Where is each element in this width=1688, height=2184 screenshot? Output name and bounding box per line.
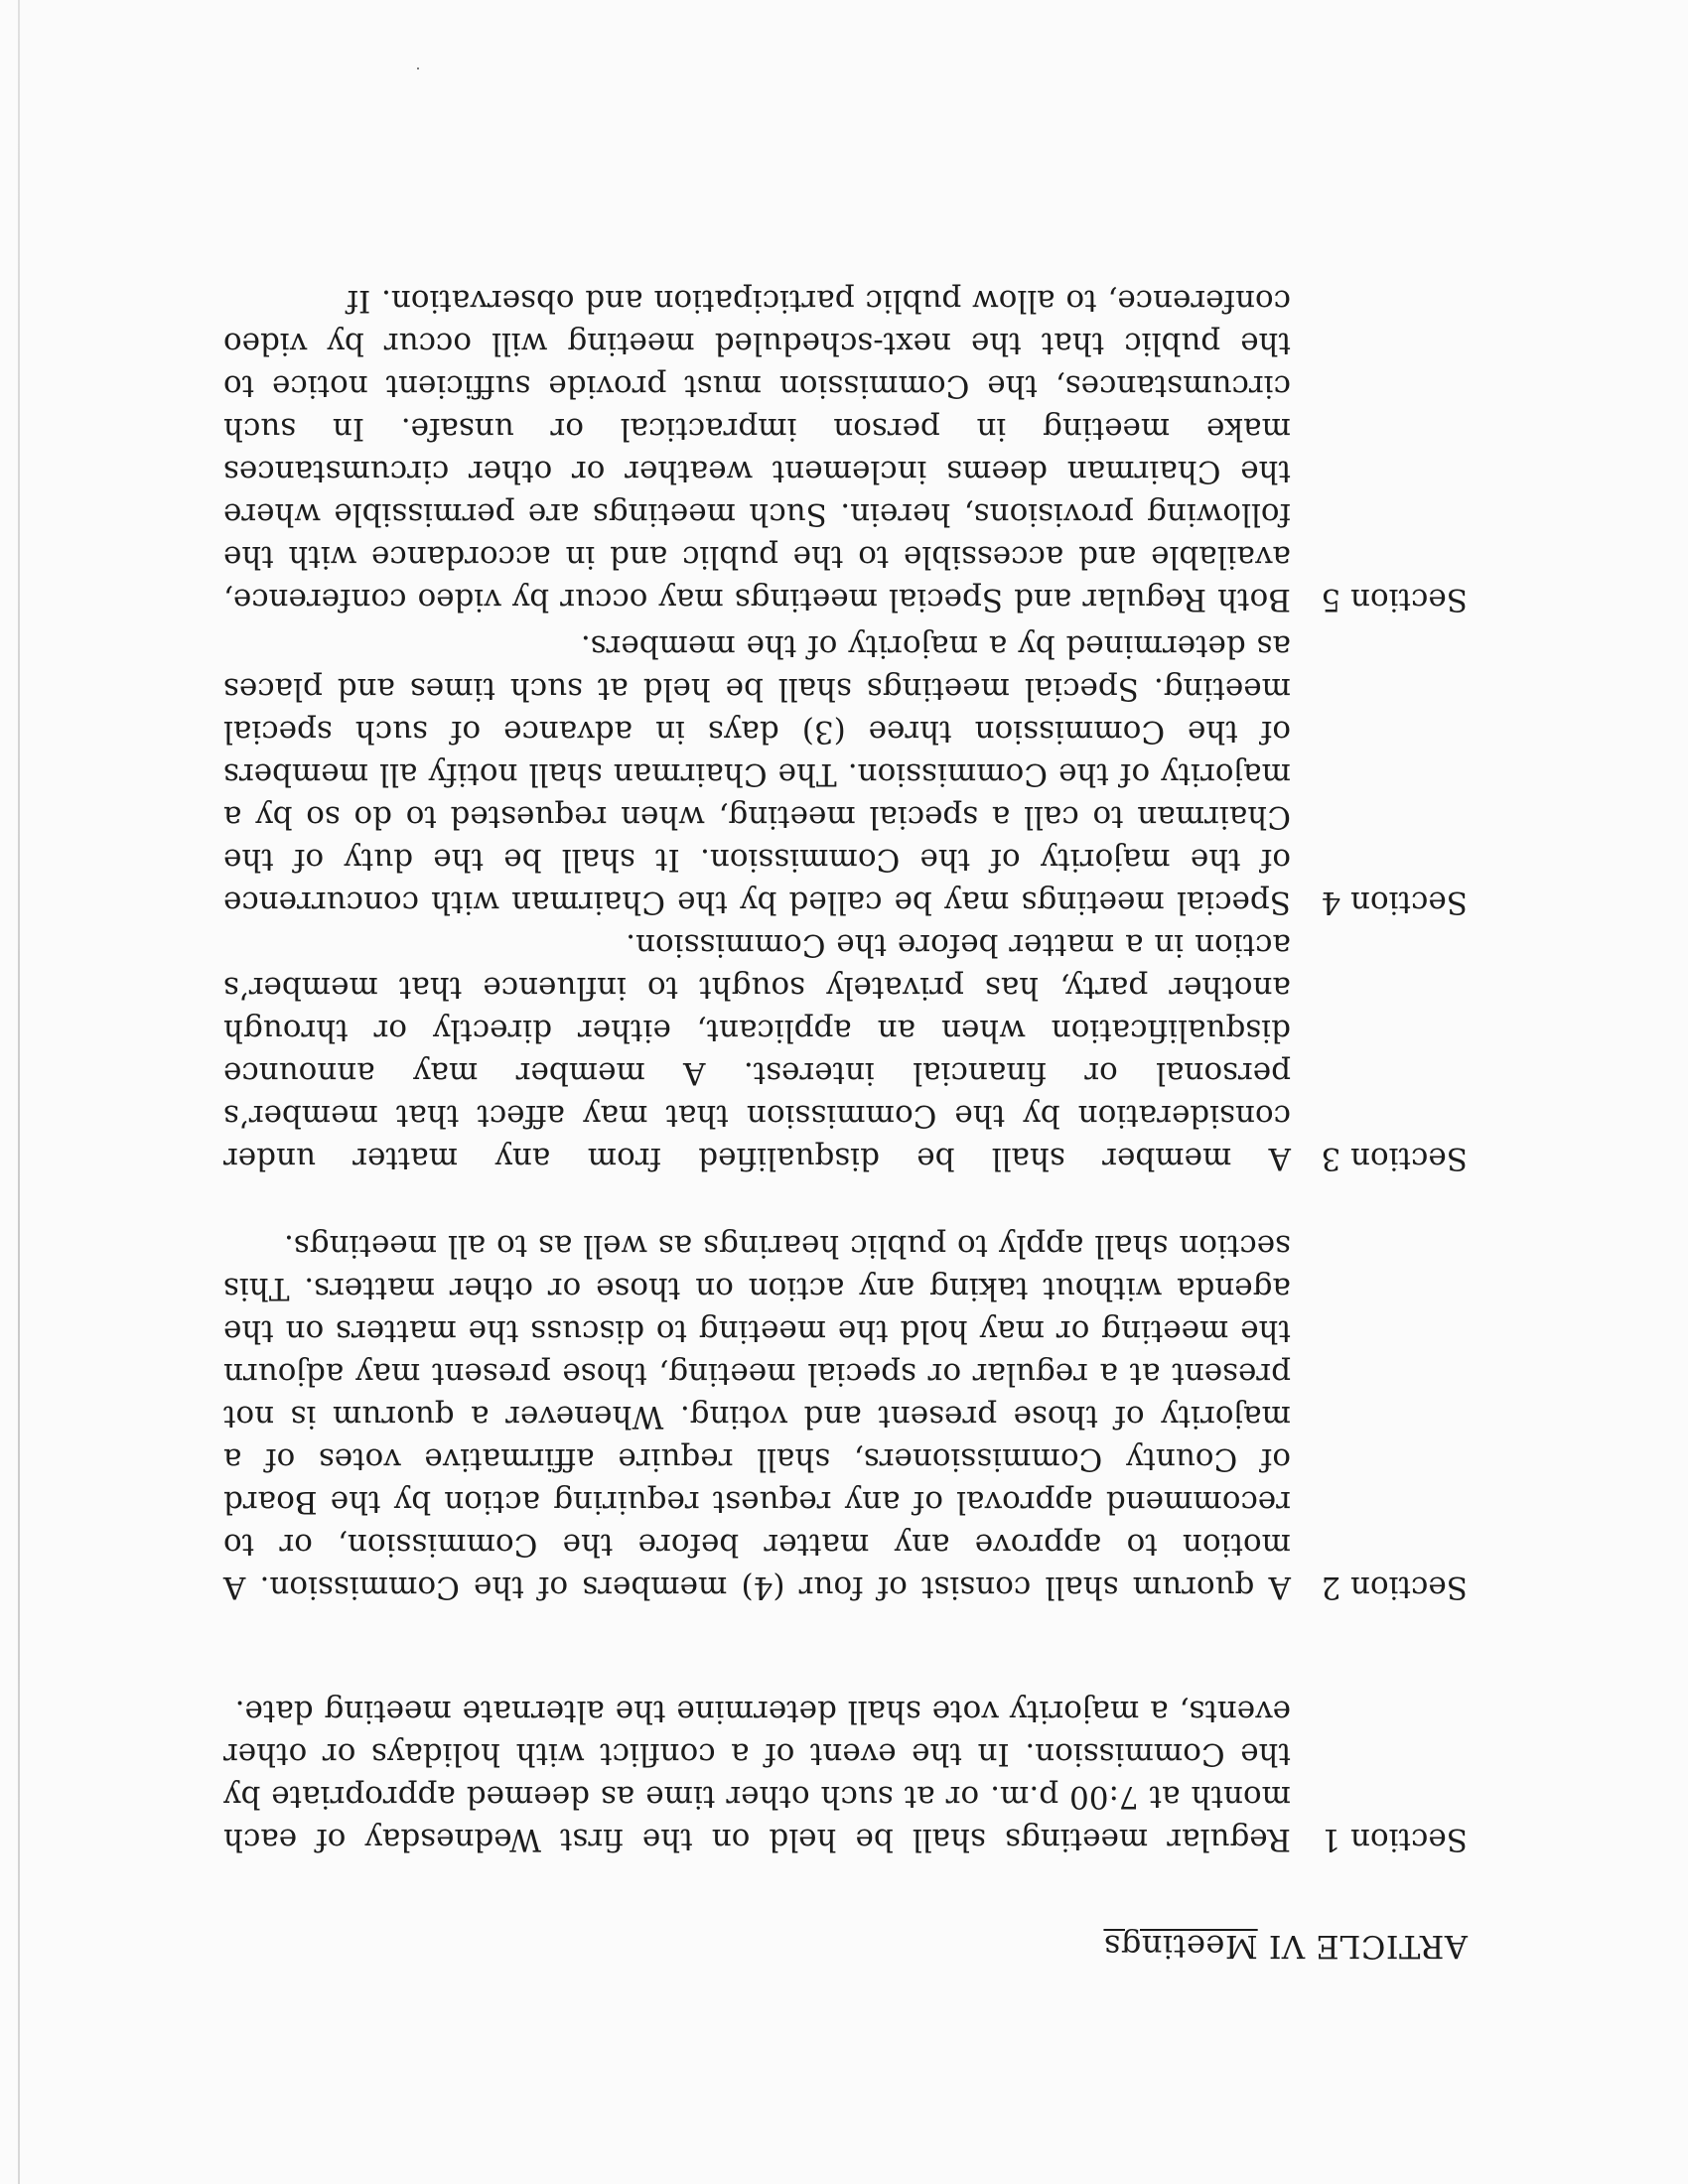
article-heading (1103, 1928, 1468, 1966)
section-paragraph: A quorum shall consist of four (4) members of the Commission. A motion to approve any matter before the Commission, or to recommend approval of any request requiring action by the Board of County Commissioners, shall require affirmative votes of a majority of those present and voting. Whenever a quorum is not present at a regular or special meeting, those present may adjourn the meeting or may hold the meeting to discuss the matters on the agenda without taking any action on those or other matters. This section shall apply to public hearings as well as to all meetings. (223, 1228, 1291, 1605)
section-body (223, 881, 1291, 1179)
section-body (223, 1181, 1291, 1608)
section-paragraph: Special meetings may be called by the Chairman with concurrence of the majority of the Commission. It shall be the duty of the Chairman to call a special meeting, when requested to do so by a majority of the Commission. The Chairman shall notify all members of the Commission three (3) days in advance of such special meeting. Special meetings shall be held at such times and places as determined by a majority of the members. (223, 628, 1291, 920)
section-label: Section 5 (1321, 582, 1468, 617)
article-number: ARTICLE VI (1268, 1928, 1468, 1966)
section-label: Section 2 (1321, 1570, 1468, 1605)
section-paragraph: Regular meetings shall be held on the first Wednesday of each month at 7:00 p.m. or at such other time as deemed appropriate by the Commission. In the event of a conflict with holidays or other events, a majority vote shall determine the alternate meeting date. (223, 1694, 1291, 1857)
scan-edge-line (18, 0, 20, 2184)
section-label: Section 3 (1321, 1141, 1468, 1176)
section-label: Section 4 (1321, 885, 1468, 920)
section-label: Section 1 (1321, 1822, 1468, 1857)
section-body (223, 1647, 1291, 1860)
section-body (223, 236, 1291, 620)
section-body (223, 582, 1291, 923)
scan-speck (417, 68, 419, 69)
section-paragraph: A member shall be disqualified from any matter under consideration by the Commission that may affect that member’s personal or financial interest. A member may announce disqualification when an applicant, either directly or through another party, has privately sought to influence that member’s action in a matter before the Commission. (223, 927, 1291, 1176)
article-title: Meetings (1103, 1928, 1258, 1966)
section-paragraph: Both Regular and Special meetings may occur by video conference, available and accessible to the public and in accordance with the following provisions, herein. Such meetings are permissible where the Chairman deems inclement weather or other circumstances make meeting in person impractical or unsafe. In such circumstances, the Commission must provide sufficient notice to the public that the next-scheduled meeting will occur by video conference, to allow public participation and observation. If (223, 283, 1291, 617)
